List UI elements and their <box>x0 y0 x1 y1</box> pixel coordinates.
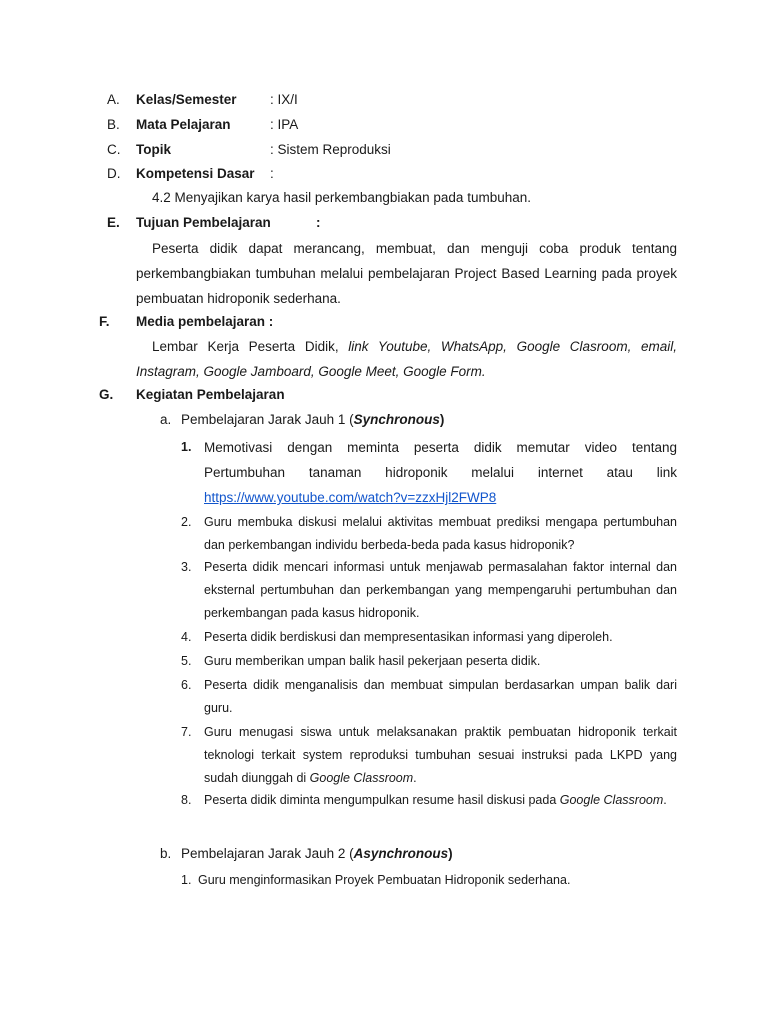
item-tail: . <box>663 793 667 807</box>
section-label: Media pembelajaran : <box>136 314 274 329</box>
subsection-mode: Synchronous <box>353 412 440 427</box>
list-item-text <box>204 435 677 510</box>
item-text: Guru menugasi siswa untuk melaksanakan praktik pembuatan hidroponik terkait teknologi terkait system reproduksi tumbuhan sesuai instruksi pada LKPD yang sudah diunggah di <box>204 725 677 785</box>
section-colon: : <box>316 215 321 230</box>
item-italic: Google Classroom <box>309 771 414 785</box>
subsection-title-text: Pembelajaran Jarak Jauh 1 ( <box>181 412 354 427</box>
field-value: : IPA <box>270 117 299 132</box>
list-item-text <box>204 789 677 812</box>
item-text: Memotivasi dengan meminta peserta didik memutar video tentang Pertumbuhan tanaman hidroponik melalui internet atau link <box>204 440 677 480</box>
item-number: 5. <box>181 654 192 668</box>
youtube-link[interactable]: https://www.youtube.com/watch?v=zzxHjl2FWP8 <box>204 490 497 505</box>
list-item-text: Guru membuka diskusi melalui aktivitas membuat prediksi mengapa pertumbuhan dan perkembangan individu berbeda-beda pada kasus hidroponik? <box>204 515 677 552</box>
media-list: link Youtube, WhatsApp, Google Clasroom, email, Instagram, Google Jamboard, Google Meet, Google Form. <box>136 339 677 379</box>
field-value: : <box>270 166 274 181</box>
item-number: 8. <box>181 793 192 807</box>
section-label: Tujuan Pembelajaran <box>136 215 271 230</box>
list-item-text <box>204 721 677 790</box>
subsection-close: ) <box>448 846 453 861</box>
tujuan-paragraph <box>136 236 677 311</box>
media-lead: Lembar Kerja Peserta Didik, <box>152 339 349 354</box>
field-letter: B. <box>107 117 120 132</box>
subsection-close: ) <box>439 412 445 427</box>
item-tail: . <box>413 771 417 785</box>
item-number: 3. <box>181 560 192 574</box>
subsection-mode: Asynchronous <box>353 846 449 861</box>
list-item-text: Peserta didik menganalisis dan membuat simpulan berdasarkan umpan balik dari guru. <box>204 678 677 715</box>
field-value: : Sistem Reproduksi <box>270 142 391 157</box>
field-value: : IX/I <box>270 92 298 107</box>
item-italic: Google Classroom <box>559 793 664 807</box>
list-item-text: Guru memberikan umpan balik hasil pekerjaan peserta didik. <box>204 654 541 668</box>
subsection-title-text: Pembelajaran Jarak Jauh 2 ( <box>181 846 354 861</box>
item-number: 1. <box>181 873 192 887</box>
field-letter: A. <box>107 92 120 107</box>
kd-text: 4.2 Menyajikan karya hasil perkembangbiakan pada tumbuhan. <box>152 190 531 205</box>
section-label: Kegiatan Pembelajaran <box>136 387 285 402</box>
field-label: Topik <box>136 142 171 157</box>
subsection-title <box>181 846 453 861</box>
item-text: Peserta didik diminta mengumpulkan resume hasil diskusi pada <box>204 793 560 807</box>
section-letter: G. <box>99 387 114 402</box>
tujuan-text: Peserta didik dapat merancang, membuat, dan menguji coba produk tentang perkembangbiakan tumbuhan melalui pembelajaran Project Based Learning pada proyek pembuatan hidroponik sederhana. <box>136 241 677 306</box>
list-item-text: Guru menginformasikan Proyek Pembuatan Hidroponik sederhana. <box>198 873 571 887</box>
media-paragraph <box>136 334 677 384</box>
field-letter: D. <box>107 166 121 181</box>
list-item-text: Peserta didik mencari informasi untuk menjawab permasalahan faktor internal dan eksternal pertumbuhan dan perkembangan yang mempengaruhi pertumbuhan dan perkembangan pada kasus hidroponik. <box>204 560 677 620</box>
subsection-title <box>181 412 444 427</box>
field-label: Mata Pelajaran <box>136 117 231 132</box>
item-number: 1. <box>181 440 192 454</box>
field-label: Kompetensi Dasar <box>136 166 255 181</box>
subsection-prefix: a. <box>160 412 172 427</box>
item-number: 7. <box>181 725 192 739</box>
field-letter: C. <box>107 142 121 157</box>
item-number: 2. <box>181 515 192 529</box>
item-number: 4. <box>181 630 192 644</box>
section-letter: F. <box>99 314 110 329</box>
section-letter: E. <box>107 215 120 230</box>
item-number: 6. <box>181 678 192 692</box>
subsection-prefix: b. <box>160 846 172 861</box>
field-label: Kelas/Semester <box>136 92 237 107</box>
list-item-text: Peserta didik berdiskusi dan mempresentasikan informasi yang diperoleh. <box>204 630 613 644</box>
